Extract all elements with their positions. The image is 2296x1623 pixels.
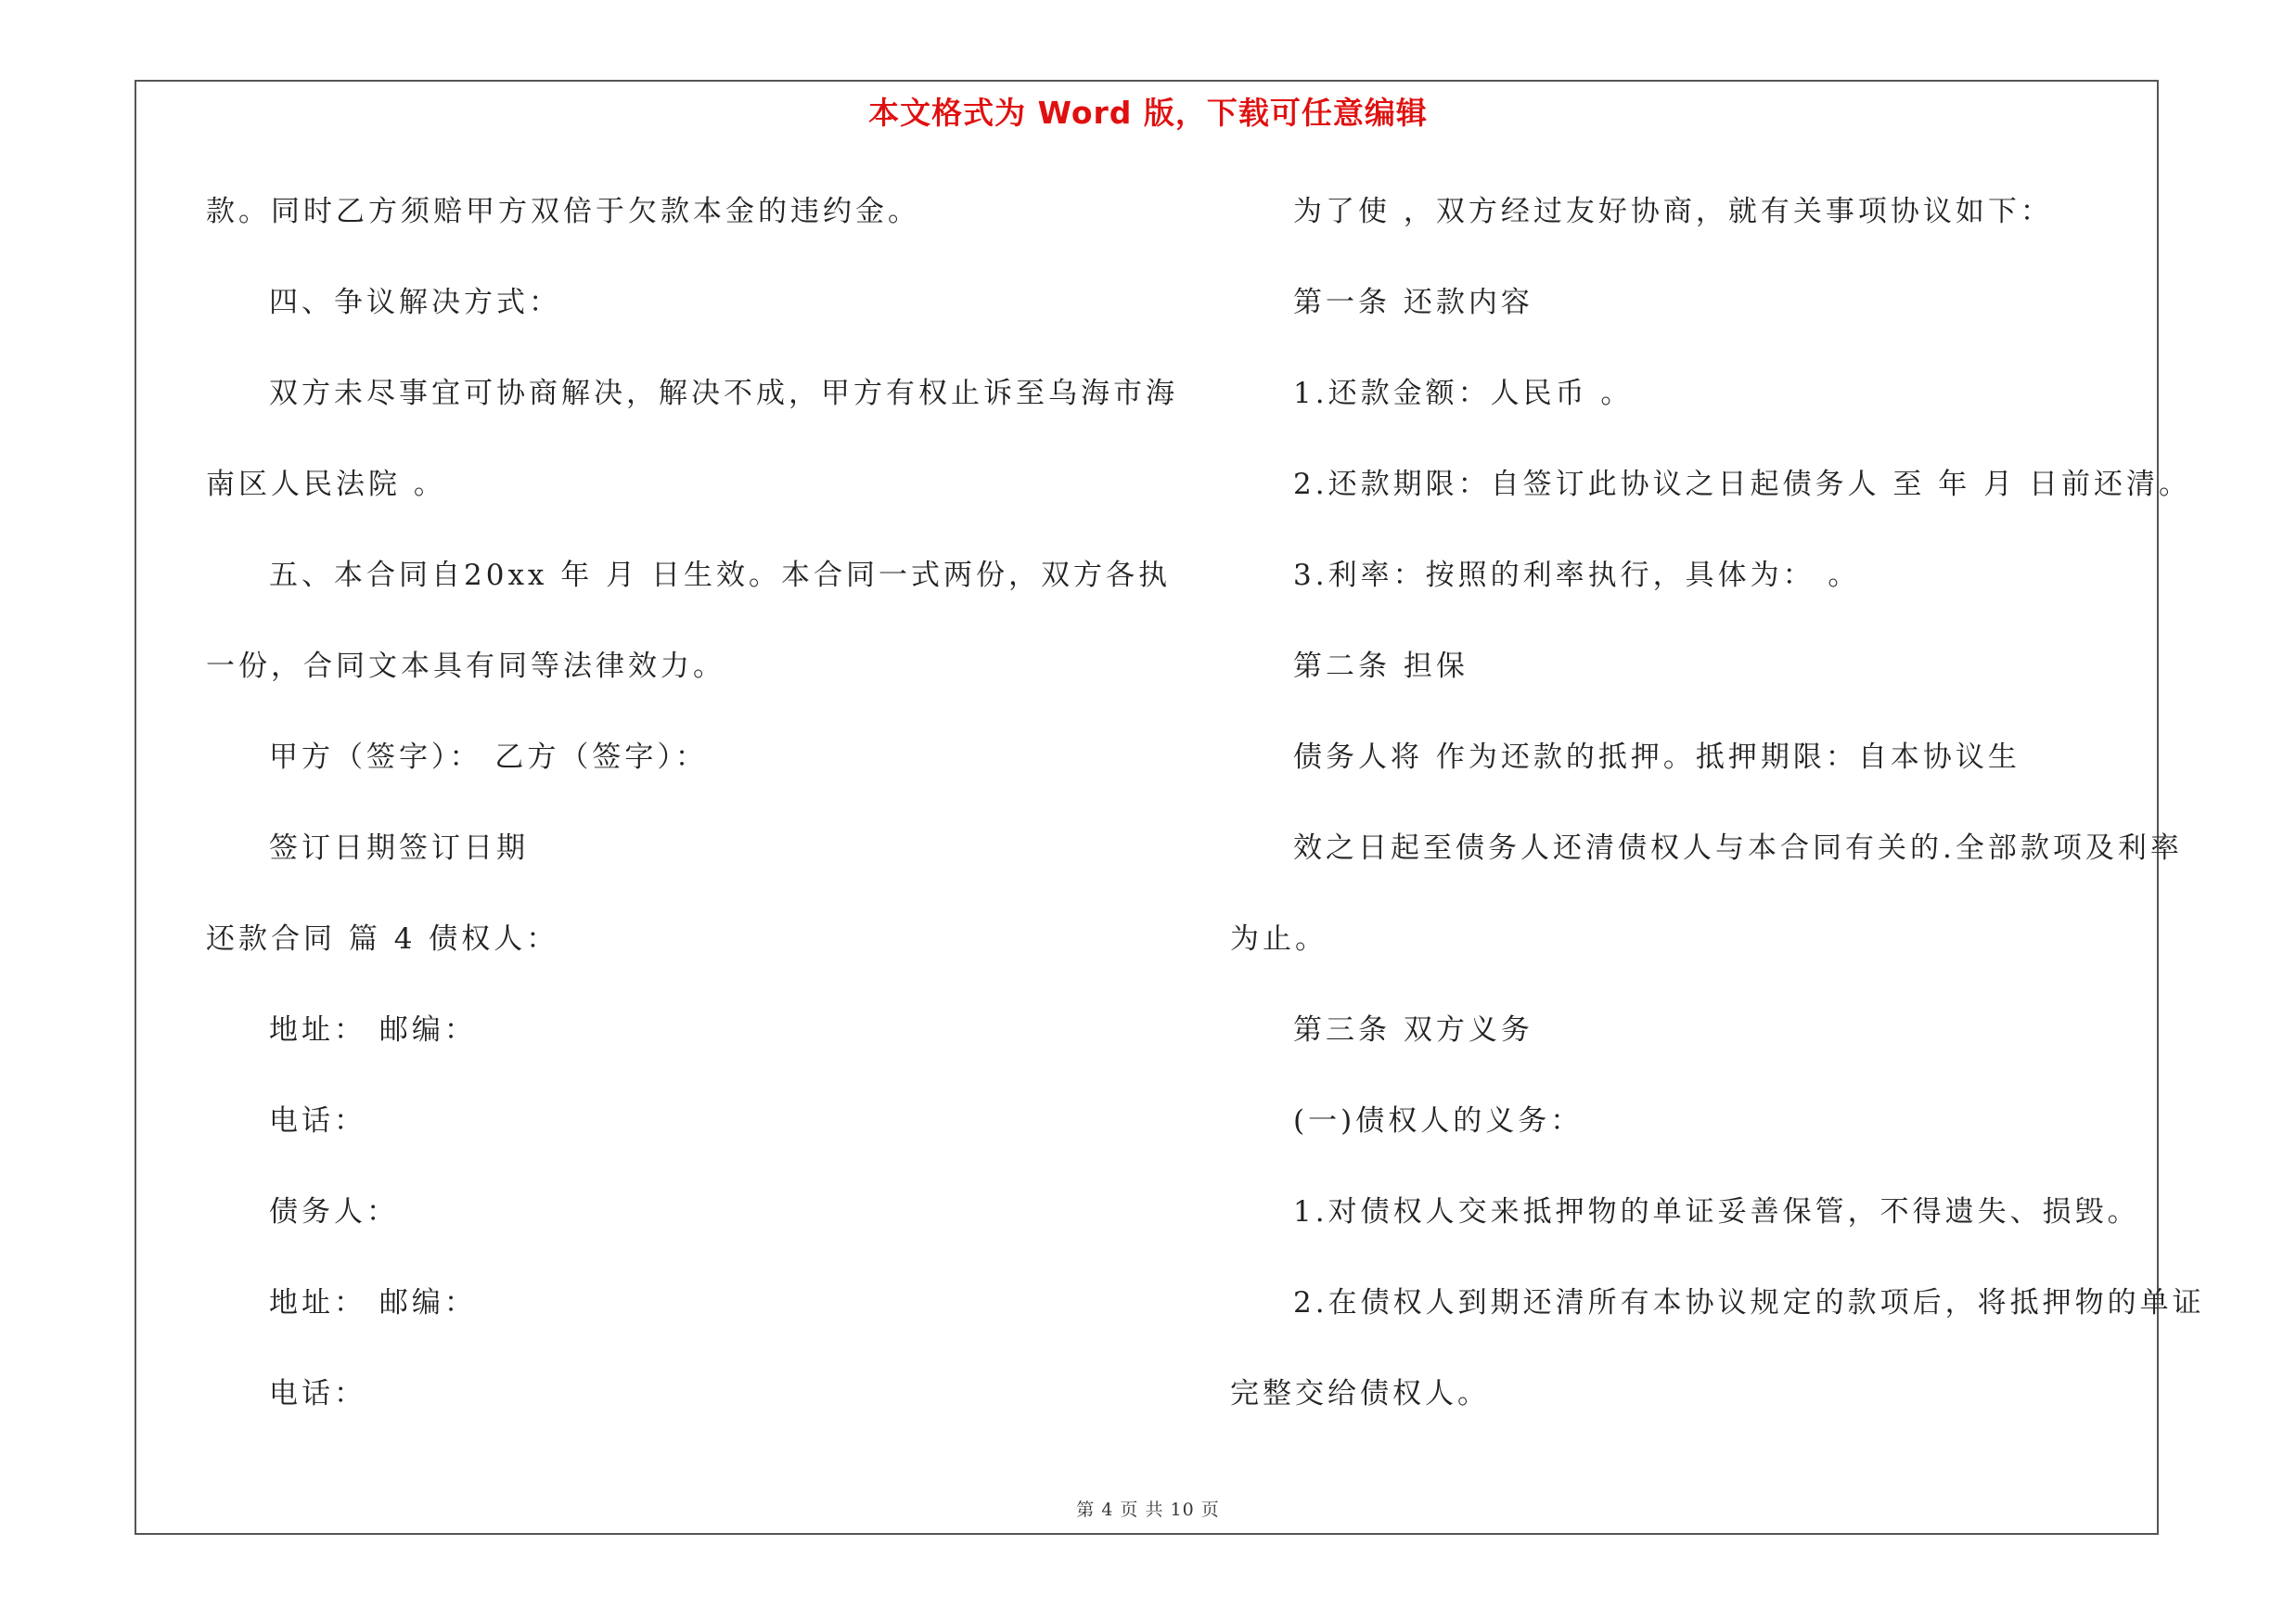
paragraph-line: 一份，合同文本具有同等法律效力。 [206,650,725,683]
paragraph-line: 南区人民法院 。 [206,468,446,501]
paragraph-line: 地址： 邮编： [269,1286,477,1320]
paragraph-line: 地址： 邮编： [269,1013,477,1047]
paragraph-line: 为止。 [1230,922,1328,956]
right-column [1230,184,2205,1457]
article-heading: 第三条 双方义务 [1293,1013,1533,1047]
paragraph-line: 电话： [269,1104,366,1138]
paragraph-line: 签订日期签订日期 [269,831,529,865]
article-heading: 第一条 还款内容 [1293,286,1533,319]
paragraph-line: 电话： [269,1377,366,1410]
paragraph-line: 为了使 ，双方经过友好协商，就有关事项协议如下： [1293,195,2053,228]
paragraph-line: 完整交给债权人。 [1230,1377,1490,1410]
paragraph-line: 1.对债权人交来抵押物的单证妥善保管，不得遗失、损毁。 [1293,1195,2140,1229]
paragraph-line: 1.还款金额：人民币 。 [1293,377,1634,410]
paragraph-line: 款。同时乙方须赔甲方双倍于欠款本金的违约金。 [206,195,920,228]
paragraph-line: 债务人： [269,1195,399,1229]
paragraph-line: 效之日起至债务人还清债权人与本合同有关的.全部款项及利率 [1293,831,2183,865]
article-heading: 第二条 担保 [1293,650,1469,683]
section-heading: 还款合同 篇 4 债权人： [206,922,559,956]
page-footer: 第 4 页 共 10 页 [1076,1500,1220,1520]
paragraph-line: 双方未尽事宜可协商解决，解决不成，甲方有权止诉至乌海市海 [269,377,1178,410]
left-column [206,184,1178,1457]
paragraph-line: 四、争议解决方式： [269,286,561,319]
paragraph-line: 五、本合同自20xx 年 月 日生效。本合同一式两份，双方各执 [269,559,1171,592]
paragraph-line: 债务人将 作为还款的抵押。抵押期限：自本协议生 [1293,741,2020,774]
paragraph-line: 甲方（签字）： 乙方（签字）： [269,741,708,774]
paragraph-line: 2.还款期限：自签订此协议之日起债务人 至 年 月 日前还清。 [1293,468,2191,501]
header-banner: 本文格式为 Word 版，下载可任意编辑 [868,95,1428,131]
paragraph-line: 2.在债权人到期还清所有本协议规定的款项后，将抵押物的单证 [1293,1286,2205,1320]
paragraph-line: (一)债权人的义务： [1293,1104,1584,1138]
paragraph-line: 3.利率：按照的利率执行，具体为： 。 [1293,559,1861,592]
